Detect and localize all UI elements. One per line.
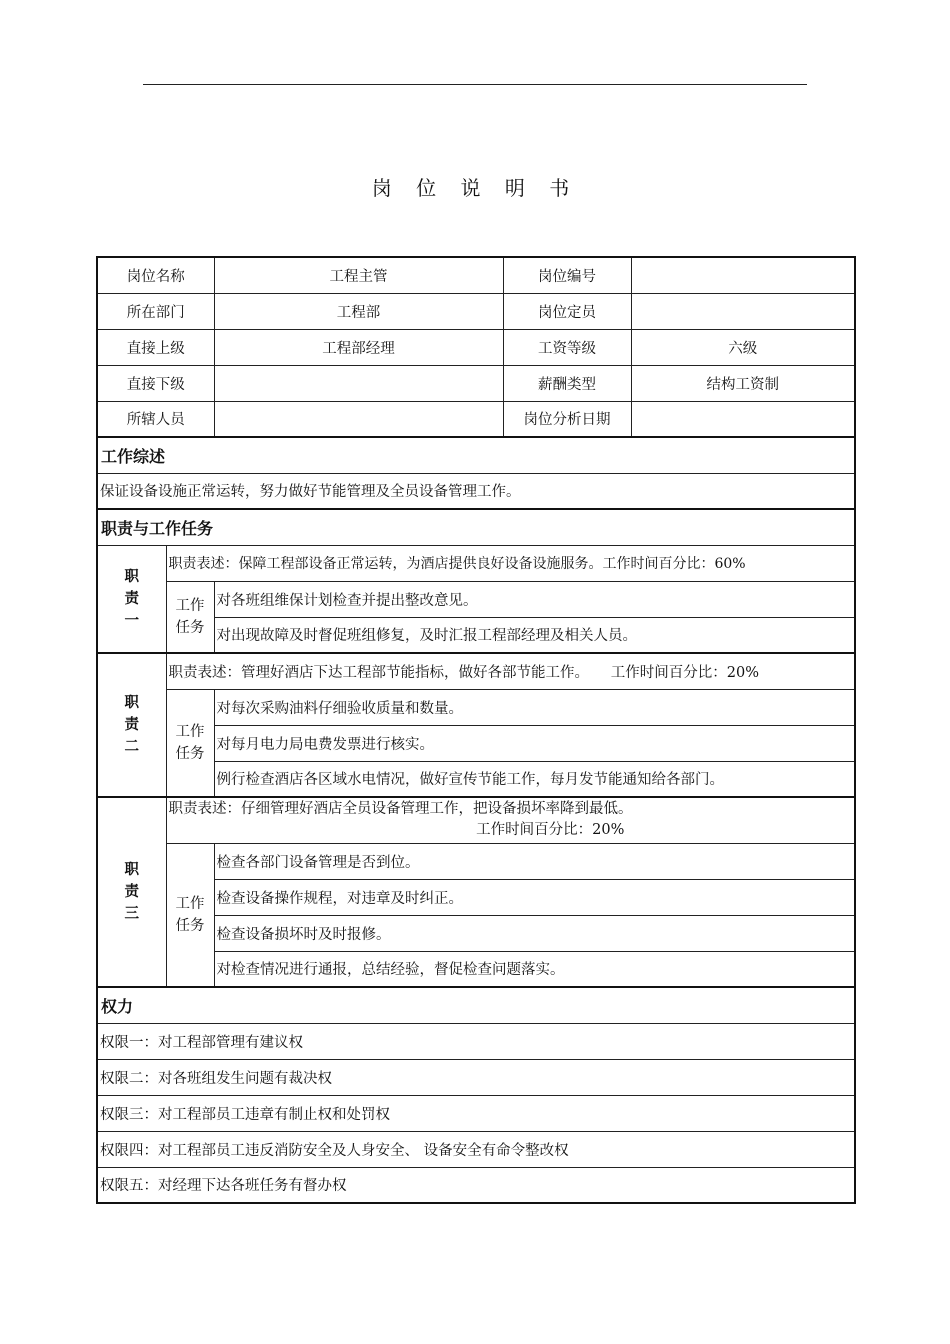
value-subordinate xyxy=(214,365,503,401)
duty-1-task-1: 对各班组维保计划检查并提出整改意见。 xyxy=(214,581,855,617)
authority-item-1: 权限一：对工程部管理有建议权 xyxy=(97,1023,855,1059)
duty-3-description xyxy=(166,797,855,843)
duty-1-label xyxy=(97,545,166,653)
duty-2-task-label xyxy=(166,689,214,797)
duty-3-description-line: 职责表述：仔细管理好酒店全员设备管理工作，把设备损坏率降到最低。 xyxy=(168,801,633,818)
info-row xyxy=(97,365,855,401)
summary-text: 保证设备设施正常运转，努力做好节能管理及全员设备管理工作。 xyxy=(97,473,855,509)
value-headcount xyxy=(631,293,855,329)
duty-3-task-label xyxy=(166,843,214,987)
authority-heading: 权力 xyxy=(97,987,855,1023)
info-row xyxy=(97,401,855,437)
label-analysis-date: 岗位分析日期 xyxy=(503,401,631,437)
value-department: 工程部 xyxy=(214,293,503,329)
label-pay-type: 薪酬类型 xyxy=(503,365,631,401)
duty-3-task-2: 检查设备操作规程，对违章及时纠正。 xyxy=(214,879,855,915)
label-subordinate: 直接下级 xyxy=(97,365,214,401)
label-position-code: 岗位编号 xyxy=(503,257,631,293)
duty-1-label-text: 职 责 一 xyxy=(124,567,139,629)
duty-2-description: 职责表述：管理好酒店下达工程部节能指标，做好各部节能工作。 工作时间百分比：20% xyxy=(166,653,855,689)
duty-2-task-3: 例行检查酒店各区域水电情况，做好宣传节能工作，每月发节能通知给各部门。 xyxy=(214,761,855,797)
task-label-text: 工作 任务 xyxy=(175,597,205,636)
value-pay-type: 结构工资制 xyxy=(631,365,855,401)
duty-3-label xyxy=(97,797,166,987)
label-staff: 所辖人员 xyxy=(97,401,214,437)
value-superior: 工程部经理 xyxy=(214,329,503,365)
duty-1-task-2: 对出现故障及时督促班组修复，及时汇报工程部经理及相关人员。 xyxy=(214,617,855,653)
summary-heading: 工作综述 xyxy=(97,437,855,473)
value-position-code xyxy=(631,257,855,293)
label-superior: 直接上级 xyxy=(97,329,214,365)
duties-heading: 职责与工作任务 xyxy=(97,509,855,545)
label-position-name: 岗位名称 xyxy=(97,257,214,293)
duty-1-description: 职责表述：保障工程部设备正常运转，为酒店提供良好设备设施服务。工作时间百分比：60% xyxy=(166,545,855,581)
duty-2-label xyxy=(97,653,166,797)
duty-3-task-3: 检查设备损坏时及时报修。 xyxy=(214,915,855,951)
duty-2-task-1: 对每次采购油料仔细验收质量和数量。 xyxy=(214,689,855,725)
job-description-table xyxy=(96,256,856,1204)
duty-2-label-text: 职 责 二 xyxy=(124,694,139,755)
authority-item-3: 权限三：对工程部员工违章有制止权和处罚权 xyxy=(97,1095,855,1131)
duty-2-task-2: 对每月电力局电费发票进行核实。 xyxy=(214,725,855,761)
authority-item-4: 权限四：对工程部员工违反消防安全及人身安全、 设备安全有命令整改权 xyxy=(97,1131,855,1167)
authority-item-5: 权限五：对经理下达各班任务有督办权 xyxy=(97,1167,855,1203)
info-row xyxy=(97,293,855,329)
value-salary-grade: 六级 xyxy=(631,329,855,365)
duty-1-task-label xyxy=(166,581,214,653)
header-rule xyxy=(143,84,807,85)
label-department: 所在部门 xyxy=(97,293,214,329)
duty-3-task-4: 对检查情况进行通报，总结经验，督促检查问题落实。 xyxy=(214,951,855,987)
document-title: 岗 位 说 明 书 xyxy=(371,176,579,200)
info-row xyxy=(97,257,855,293)
value-position-name: 工程主管 xyxy=(214,257,503,293)
label-salary-grade: 工资等级 xyxy=(503,329,631,365)
value-analysis-date xyxy=(631,401,855,437)
duty-3-time-percent: 工作时间百分比：20% xyxy=(476,822,625,839)
authority-item-2: 权限二：对各班组发生问题有裁决权 xyxy=(97,1059,855,1095)
task-label-text: 工作 任务 xyxy=(175,895,205,934)
duty-3-label-text: 职 责 三 xyxy=(124,861,139,922)
duty-3-task-1: 检查各部门设备管理是否到位。 xyxy=(214,843,855,879)
label-headcount: 岗位定员 xyxy=(503,293,631,329)
task-label-text: 工作 任务 xyxy=(175,723,205,762)
info-row xyxy=(97,329,855,365)
value-staff xyxy=(214,401,503,437)
